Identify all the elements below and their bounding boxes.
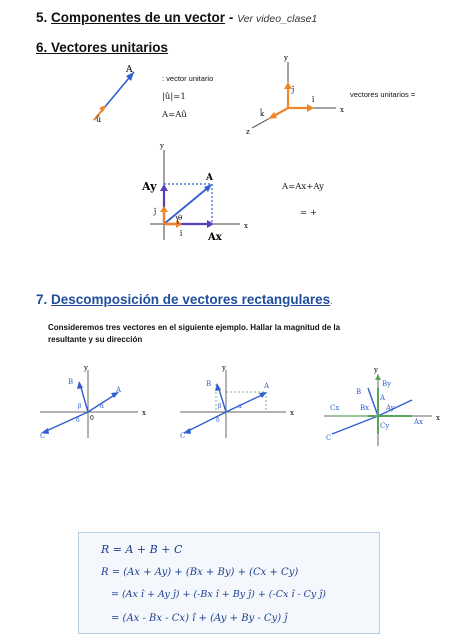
- unit-axes-3d: [236, 52, 346, 136]
- handwritten-equations: [79, 533, 379, 633]
- label-y-3d: y: [284, 54, 288, 62]
- vectors-diagram-3: [320, 366, 444, 448]
- label-vector-unitario: : vector unitario: [162, 74, 214, 83]
- d1-label-c: C: [40, 432, 46, 440]
- d2-label-b: B: [206, 380, 212, 388]
- d2-label-c: C: [180, 432, 186, 440]
- equation-line-1: R = A + B + C: [101, 543, 183, 556]
- d1-label-x: x: [142, 409, 146, 417]
- vectors-diagram-2: [176, 362, 300, 442]
- d2-label-delta: δ: [216, 417, 220, 424]
- d3-label-b: B: [356, 388, 362, 396]
- label-vec-a: A: [126, 65, 133, 75]
- d1-label-b: B: [68, 378, 74, 386]
- d3-label-bx: Bx: [360, 404, 370, 412]
- d1-vector-b-arrowhead: [77, 381, 83, 389]
- label-a-components: A: [206, 173, 213, 183]
- label-x-components: x: [244, 222, 248, 230]
- d3-label-x: x: [436, 414, 440, 422]
- d2-label-y: y: [222, 364, 226, 372]
- d2-label-a: A: [264, 382, 270, 390]
- formula-a-components: A=Ax+Ay: [282, 182, 324, 192]
- unit-vector-diagram: [82, 58, 142, 128]
- d3-label-c: C: [326, 434, 332, 442]
- d1-label-alpha: α: [100, 403, 105, 410]
- hat-i-arrowhead: [307, 104, 314, 112]
- d3-label-ax: Ax: [414, 418, 424, 426]
- label-hat-j: ĵ: [292, 86, 295, 94]
- d1-label-a: A: [116, 386, 122, 394]
- d2-label-x: x: [290, 409, 294, 417]
- problem-statement: Consideremos tres vectores en el siguiente ejemplo. Hallar la magnitud de la resultante y su dirección: [48, 323, 341, 344]
- formula-a-equals-au: A=Aû: [162, 110, 187, 120]
- d1-vector-c: [44, 412, 88, 432]
- d1-label-y: y: [84, 364, 88, 372]
- label-theta: θ: [178, 214, 183, 222]
- d3-axis-y-arrowhead: [375, 374, 381, 380]
- unit-vector-u-arrowhead: [99, 105, 106, 112]
- label-y-components: y: [160, 142, 164, 150]
- label-vec-u: û: [96, 115, 102, 124]
- section-7-dot: .: [330, 296, 333, 306]
- d3-vector-a: [378, 400, 412, 416]
- section-7-title: Descomposición de vectores rectangulares: [51, 292, 331, 307]
- d2-vector-a: [226, 394, 264, 412]
- formula-components-sum: = +: [300, 208, 317, 218]
- label-hat-i-components: î: [180, 230, 183, 238]
- d3-label-cx: Cx: [330, 404, 340, 412]
- d2-label-alpha: α: [238, 403, 243, 410]
- handwritten-equations-panel: [78, 532, 380, 634]
- d1-label-beta: β: [78, 403, 82, 410]
- d1-label-origin: 0: [90, 415, 94, 422]
- d2-label-beta: β: [218, 403, 222, 410]
- label-x-3d: x: [340, 106, 344, 114]
- d3-vector-c: [332, 416, 378, 434]
- equation-line-2: R = (Ax + Ay) + (Bx + By) + (Cx + Cy): [101, 567, 299, 578]
- section-6-heading: 6. Vectores unitarios: [36, 40, 169, 55]
- d3-vector-b: [368, 388, 378, 416]
- section-7-heading: [36, 292, 333, 307]
- section-5-title: Componentes de un vector: [51, 10, 226, 25]
- d3-label-ay: Ay: [386, 404, 395, 412]
- components-diagram: [140, 140, 260, 252]
- label-vectores-unitarios: vectores unitarios =: [350, 90, 416, 99]
- formula-norm-u: |û|=1: [162, 92, 186, 102]
- vectors-diagram-1: [36, 362, 152, 442]
- component-ay-arrowhead: [160, 184, 168, 191]
- label-ay: Ay: [142, 180, 157, 193]
- label-hat-j-components: ĵ: [154, 208, 157, 216]
- equation-line-3: = (Ax î + Ay ĵ) + (-Bx î + By ĵ) + (-Cx î - Cy ĵ): [111, 589, 326, 600]
- section-5-dash: -: [228, 10, 234, 25]
- equation-line-4: = (Ax - Bx - Cx) î + (Ay + By - Cy) ĵ: [111, 613, 288, 624]
- label-ax: Ax: [208, 232, 222, 243]
- hat-j-arrowhead: [284, 82, 292, 89]
- label-hat-i: î: [312, 96, 315, 104]
- d3-label-by: By: [382, 380, 392, 388]
- section-5-heading: [36, 10, 317, 25]
- section-5-note: Ver video_clase1: [237, 13, 318, 25]
- d2-vector-c: [186, 412, 226, 432]
- component-ax-arrowhead: [207, 220, 214, 228]
- vector-a-components: [164, 186, 210, 224]
- section-7-number: 7.: [36, 292, 48, 307]
- d3-label-y: y: [374, 366, 378, 374]
- d1-label-delta: δ: [76, 417, 80, 424]
- hat-k-arrowhead: [268, 112, 277, 119]
- d3-label-cy: Cy: [380, 422, 390, 430]
- hat-j-components-arrowhead: [160, 206, 168, 212]
- section-5-number: 5.: [36, 10, 48, 25]
- d3-label-a: A: [380, 394, 386, 402]
- label-hat-k: k̂: [260, 110, 265, 118]
- label-z-3d: z: [246, 128, 250, 136]
